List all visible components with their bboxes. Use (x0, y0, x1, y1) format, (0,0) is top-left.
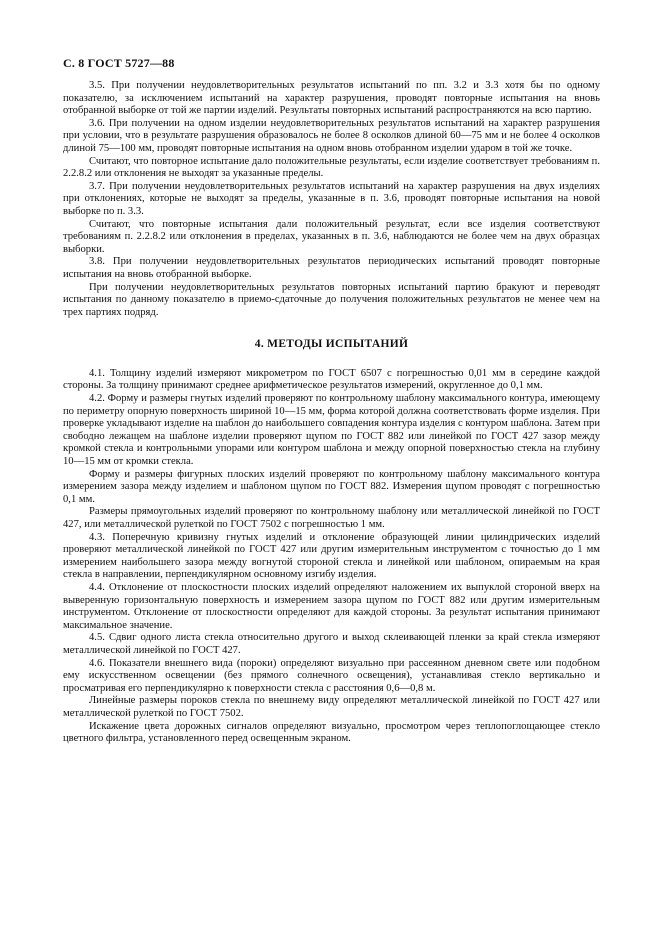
paragraph-3-5: 3.5. При получении неудовлетворительных результатов испытаний по пп. 3.2 и 3.3 хотя бы по одному показателю, за исключением испытаний на характер разрушения, проводят повторные испытания на вновь отобранной выборке от той же партии изделий. Результаты повторных испытаний распространяются на всю партию. (63, 80, 600, 117)
paragraph-3-7: 3.7. При получении неудовлетворительных результатов испытаний на характер разрушения на двух изделиях при отклонениях, которые не выходят за пределы, указанные в п. 3.6, проводят повторные испытания на новой выборке по п. 3.3. (63, 180, 600, 217)
paragraph-4-4: 4.4. Отклонение от плоскостности плоских изделий определяют наложением их выпуклой стороной вверх на выверенную горизонтальную поверхность и измерением зазора щупом по ГОСТ 882 или другим измерительным инструментом. Отклонение от плоскостности определяют для каждой стороны. За результат испытания принимают максимальное значение. (63, 581, 600, 631)
paragraph-4-2-rectangular: Размеры прямоугольных изделий проверяют по контрольному шаблону или металлической линейкой по ГОСТ 427, или металлической рулеткой по ГОСТ 7502 с погрешностью 1 мм. (63, 506, 600, 530)
paragraph-3-6: 3.6. При получении на одном изделии неудовлетворительных результатов испытаний на характер разрушения при условии, что в результате разрушения образовалось не более 8 осколков длиной 60—75 мм и не более 4 осколков длиной 75—100 мм, проводят повторные испытания на одном вновь отобранном изделии ударом в той же точке. (63, 117, 600, 154)
paragraph-3-6-note: Считают, что повторное испытание дало положительные результаты, если изделие соответствует требованиям п. 2.2.8.2 или отклонения не выходят за указанные пределы. (63, 155, 600, 180)
paragraph-4-6: 4.6. Показатели внешнего вида (пороки) определяют визуально при рассеянном дневном свете или подобном ему искусственном освещении (без прямого солнечного освещения), устанавливая стекло вертикально и просматривая его перпендикулярно к поверхности стекла с расстояния 0,6—0,8 м. (63, 657, 600, 694)
paragraph-4-5: 4.5. Сдвиг одного листа стекла относительно другого и выход склеивающей пленки за край стекла измеряют металлической линейкой по ГОСТ 427. (63, 632, 600, 656)
paragraph-4-2-figured: Форму и размеры фигурных плоских изделий проверяют по контрольному шаблону максимального контура измерением зазора между изделием и шаблоном щупом по ГОСТ 882. Измерения щупом проводят с погрешностью 0,1 мм. (63, 468, 600, 505)
paragraph-4-1: 4.1. Толщину изделий измеряют микрометром по ГОСТ 6507 с погрешностью 0,01 мм в середине каждой стороны. За толщину принимают среднее арифметическое результатов измерений, округленное до 0,1 мм. (63, 367, 600, 392)
document-body (63, 80, 600, 746)
paragraph-4-2: 4.2. Форму и размеры гнутых изделий проверяют по контрольному шаблону максимального контура, имеющему по периметру опорную поверхность шириной 10—15 мм, форма которой должна соответствовать форме изделия. При проверке укладывают изделие на шаблон до наибольшего совпадения контура изделия с контуром шаблона. Затем при свободно лежащем на шаблоне изделии проверяют щупом по ГОСТ 882 или линейкой по ГОСТ 427 зазор между кромкой стекла и контрольными упорами или контуром шаблона и между опорной поверхностью стекла на глубину 10—15 мм от кромки стекла. (63, 393, 600, 468)
section-title: 4. МЕТОДЫ ИСПЫТАНИЙ (254, 338, 409, 351)
paragraph-4-6-sizes: Линейные размеры пороков стекла по внешнему виду определяют металлической линейкой по ГОСТ 427 или металлической рулеткой по ГОСТ 7502. (63, 695, 600, 719)
page-header: С. 8 ГОСТ 5727—88 (63, 56, 175, 70)
paragraph-3-7-note: Считают, что повторные испытания дали положительный результат, если все изделия соответствуют требованиям п. 2.2.8.2 или отклонения в пределах, указанных в п. 3.6, наблюдаются не более чем на двух образцах выборки. (63, 218, 600, 255)
paragraph-3-8-note: При получении неудовлетворительных результатов повторных испытаний партию бракуют и переводят испытания по данному показателю в приемо-сдаточные до получения положительных результатов не менее чем на трех партиях подряд. (63, 281, 600, 318)
paragraph-3-8: 3.8. При получении неудовлетворительных результатов периодических испытаний проводят повторные испытания на вновь отобранной выборке. (63, 256, 600, 280)
paragraph-4-6-color: Искажение цвета дорожных сигналов определяют визуально, просмотром через теплопоглощающее стекло цветного фильтра, установленного перед освещенным экраном. (63, 720, 600, 745)
paragraph-4-3: 4.3. Поперечную кривизну гнутых изделий и отклонение образующей линии цилиндрических изделий проверяют металлической линейкой по ГОСТ 427 или другим измерительным инструментом с точностью до 1 мм измерением наибольшего зазора между вогнутой стороной стекла и линейкой или шаблоном, опираемым на края стекла в направлении, перпендикулярном основному изгибу изделия. (63, 531, 600, 581)
